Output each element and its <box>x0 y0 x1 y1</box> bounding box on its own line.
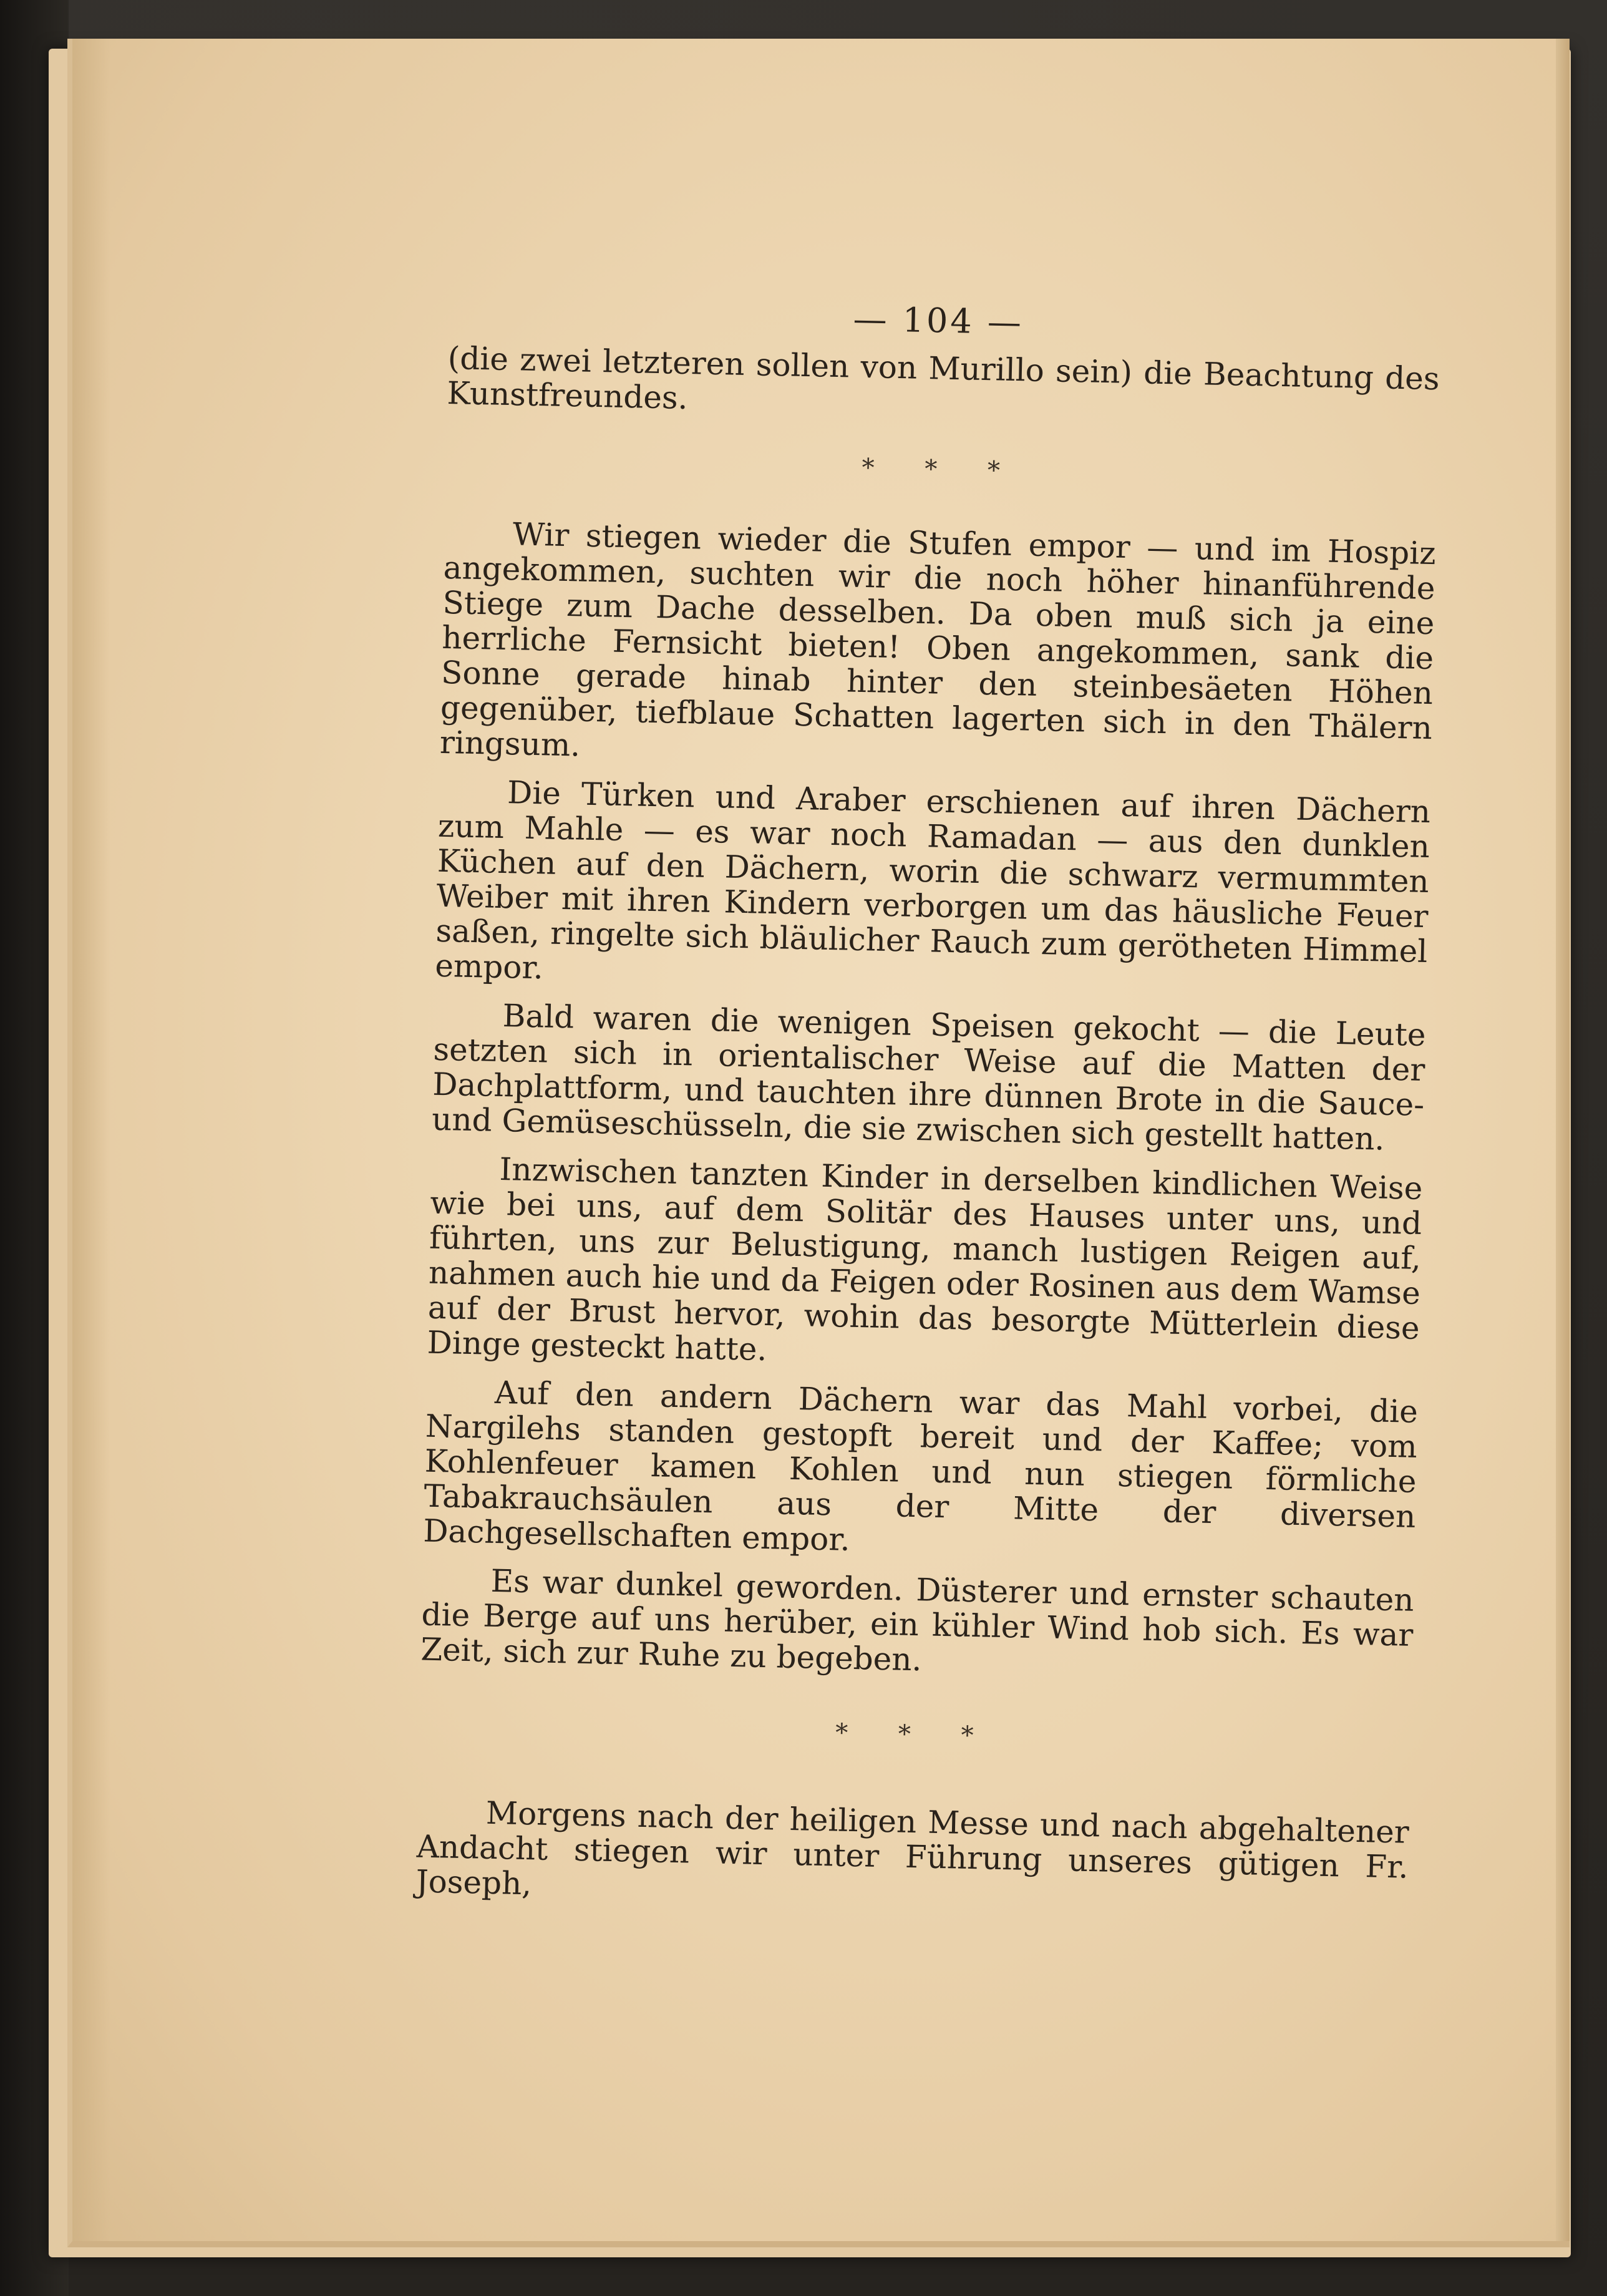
section-separator: * * * <box>835 1718 995 1751</box>
paragraph: Morgens nach der heiligen Messe und nach abgehaltener Andacht stiegen wir unter Führung unseres gütigen Fr. Joseph, <box>415 1794 1410 1902</box>
paragraph: Es war dunkel geworden. Düsterer und ernster schauten die Berge auf uns herüber, ein kühler Wind hob sich. Es war Zeit, sich zur Ruhe zu begeben. <box>420 1562 1415 1678</box>
paragraph: Auf den andern Dächern war das Mahl vorbei, die Nargilehs standen gestopft bereit und der Kaffee; vom Kohlenfeuer kamen Kohlen und nun stiegen förmliche Tabakrauchsäulen aus der Mitte der diversen Dachgesellschaften empor. <box>422 1374 1419 1558</box>
paragraph: Die Türken und Araber erschienen auf ihren Dächern zum Mahle — es war noch Ramadan — aus den dunklen Küchen auf den Dächern, worin die schwarz vermummten Weiber mit ihren Kindern verborgen um das häusliche Feuer saßen, ringelte sich bläulicher Rauch zum gerötheten Himmel empor. <box>434 774 1431 986</box>
page-right-edge <box>1556 39 1570 2241</box>
page-text-block <box>415 293 1441 1934</box>
paragraph: (die zwei letzteren sollen von Murillo sein) die Beachtung des Kunstfreundes. <box>447 339 1440 417</box>
paragraph: Wir stiegen wieder die Stufen empor — und im Hospiz angekommen, suchten wir die noch höher hinanführende Stiege zum Dache desselben. Da oben muß sich ja eine herrliche Fernsicht bieten! Oben angekommen, sank die Sonne gerade hinab hinter den steinbesäeten Höhen gegenüber, tiefblaue Schatten lagerten sich in den Thälern ringsum. <box>439 516 1437 764</box>
section-separator: * * * <box>862 453 1022 486</box>
paragraph: Inzwischen tanzten Kinder in derselben kindlichen Weise wie bei uns, auf dem Solitär des Hauses unter uns, und führten, uns zur Belustigung, manch lustigen Reigen auf, nahmen auch hie und da Feigen oder Rosinen aus dem Wamse auf der Brust hervor, wohin das besorgte Mütterlein diese Dinge gesteckt hatte. <box>427 1151 1423 1368</box>
page-left-edge <box>72 39 110 2241</box>
page-number: — 104 — <box>852 299 1024 343</box>
paragraph: Bald waren die wenigen Speisen gekocht — die Leute setzten sich in orientalischer Weise auf die Matten der Dachplattform, und tauchten ihre dünnen Brote in die Sauce- und Gemüseschüsseln, die sie zwischen sich gestellt hatten. <box>431 998 1427 1157</box>
